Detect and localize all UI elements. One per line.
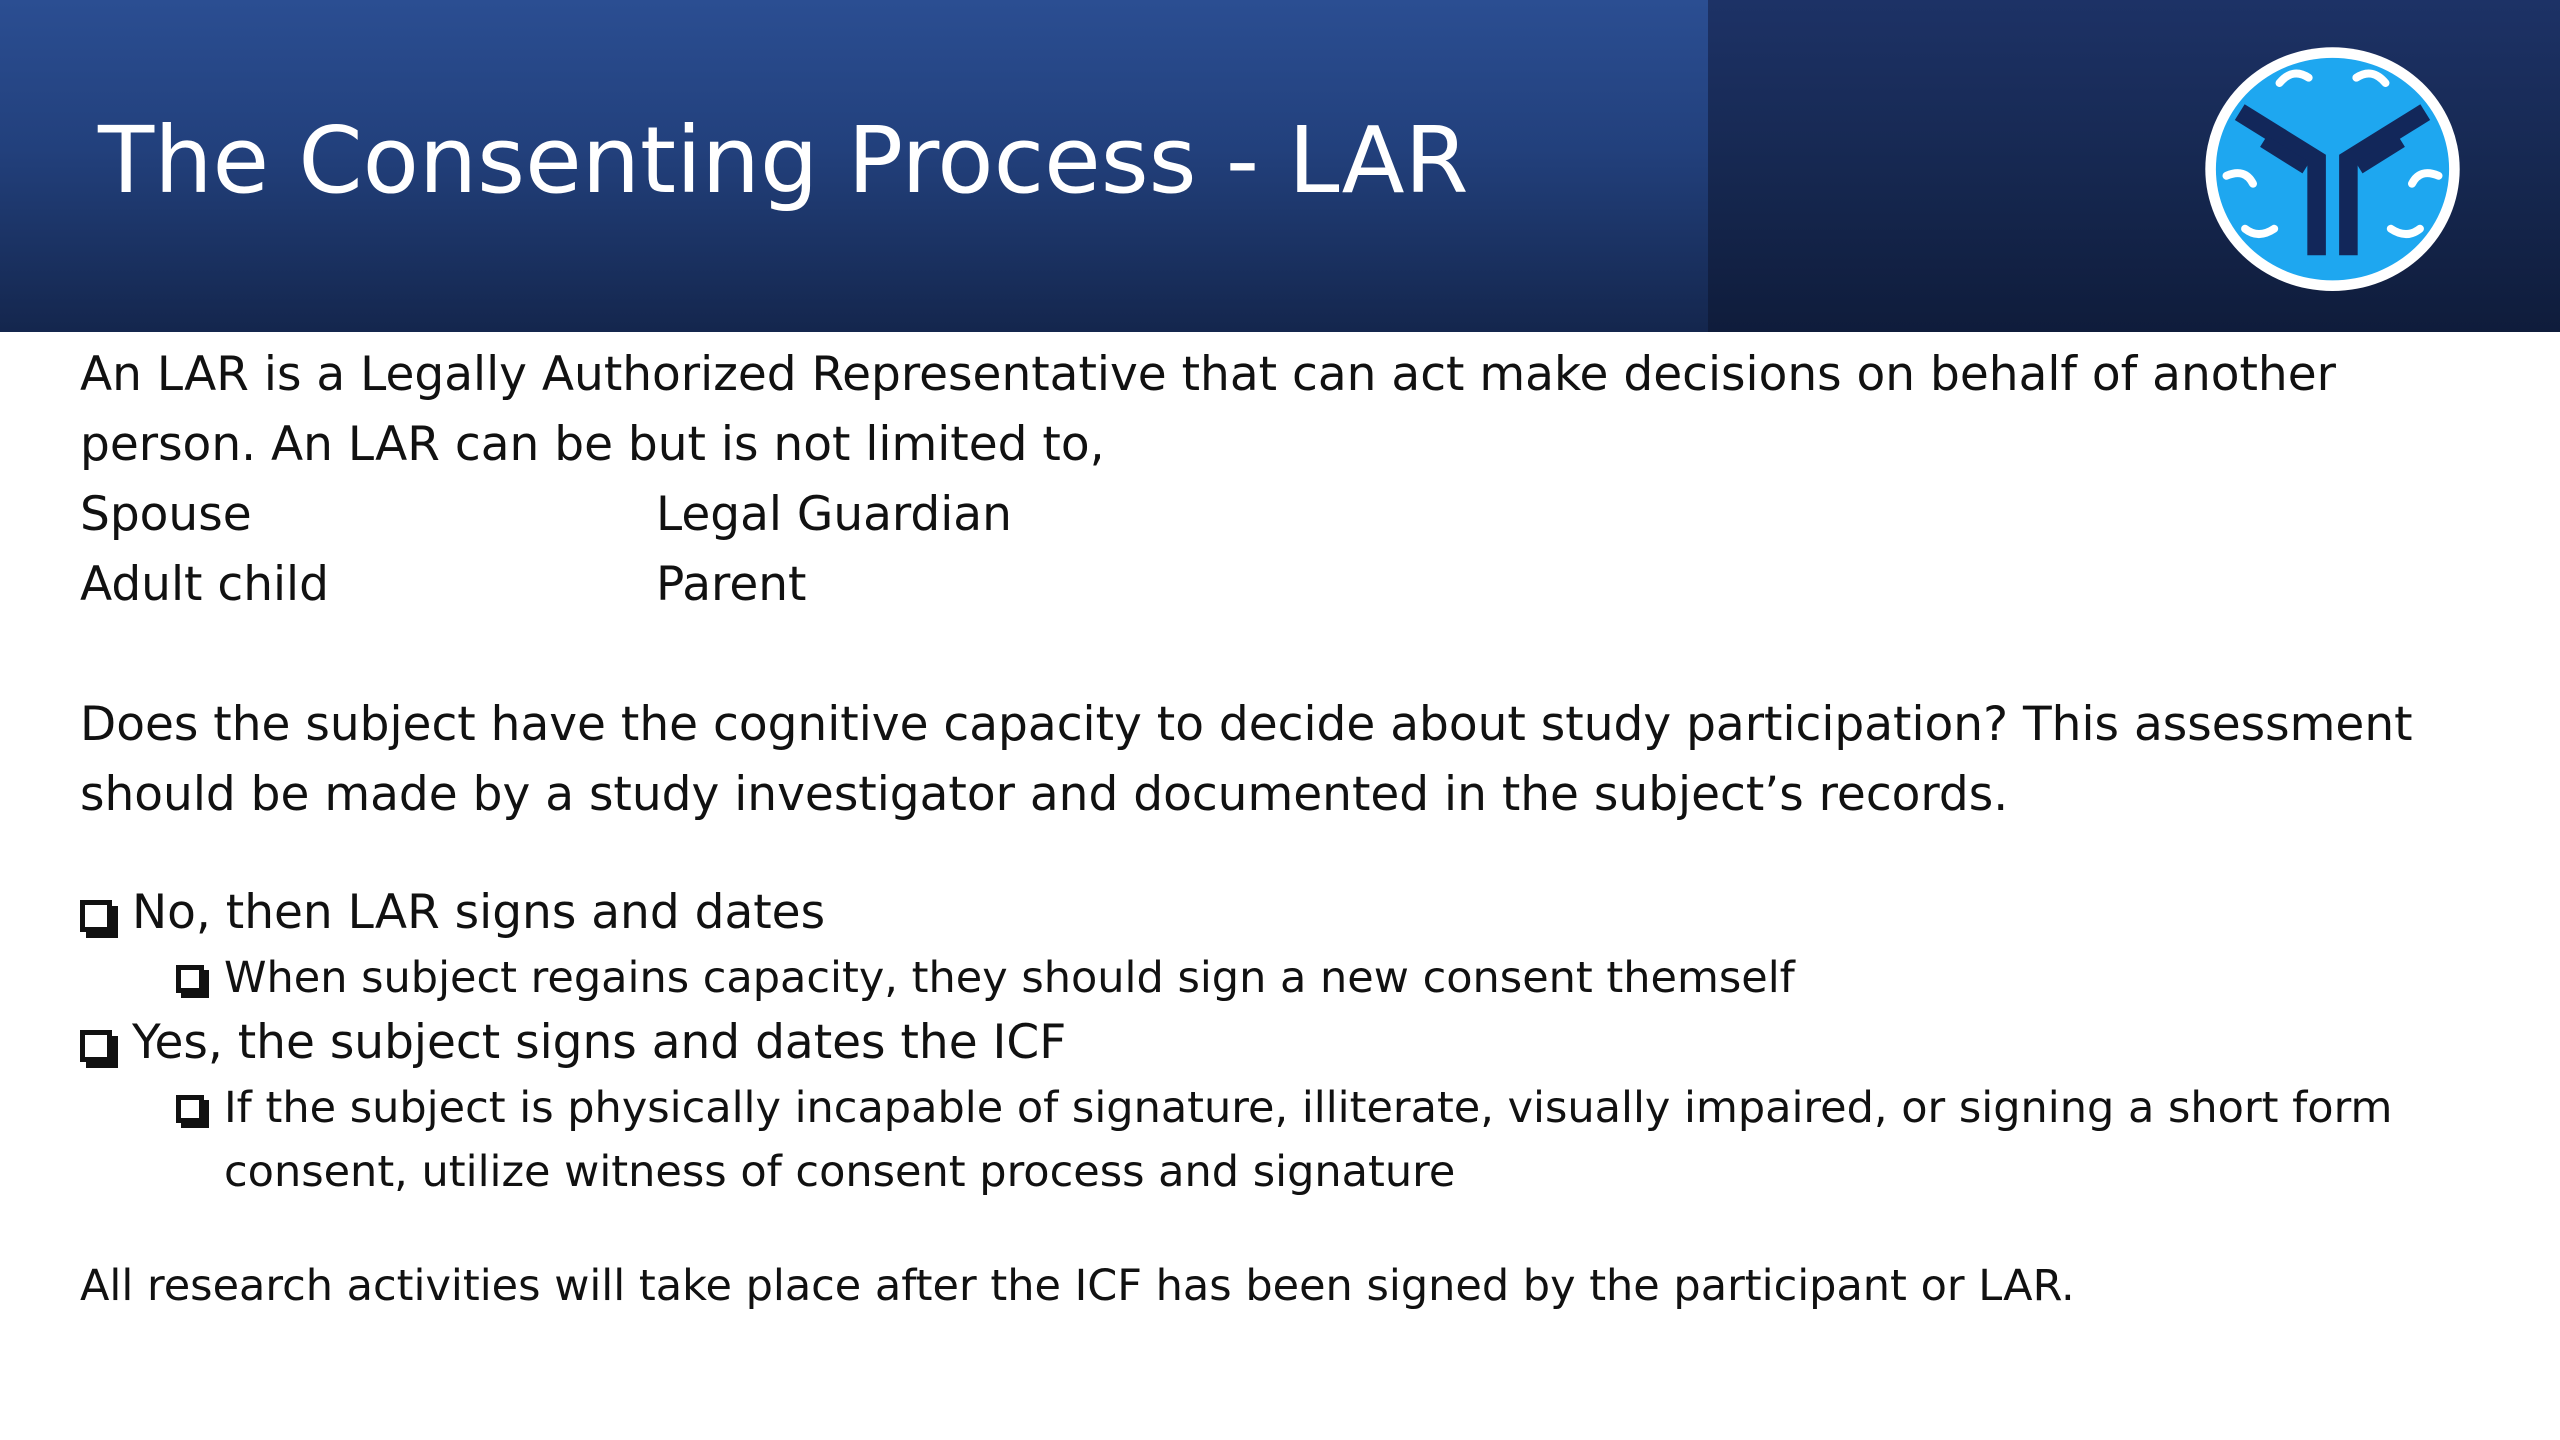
spacer <box>80 830 2500 880</box>
checkbox-icon <box>80 1030 112 1062</box>
lar-type-parent: Parent <box>656 557 807 612</box>
lar-type-legal-guardian: Legal Guardian <box>656 487 1012 542</box>
question-text-line-2: should be made by a study investigator and documented in the subject’s records. <box>80 767 2009 822</box>
checklist-item-no <box>80 880 2500 946</box>
closing-statement: All research activities will take place after the ICF has been signed by the participant or LAR. <box>80 1261 2075 1311</box>
intro-text-line-2: person. An LAR can be but is not limited to, <box>80 417 1105 472</box>
checklist-subitem-line-1: If the subject is physically incapable of signature, illiterate, visually impaired, or signing a short form <box>224 1083 2393 1133</box>
spacer <box>80 1204 2500 1254</box>
brain-logo-icon <box>2200 30 2465 295</box>
lar-type-spouse: Spouse <box>80 487 252 542</box>
checkbox-icon <box>176 1095 204 1123</box>
checkbox-icon <box>176 965 204 993</box>
checkbox-icon <box>80 900 112 932</box>
checklist-item-label: Yes, the subject signs and dates the ICF <box>132 1015 1067 1070</box>
lar-types-row <box>80 480 2500 550</box>
checklist-item-yes <box>80 1010 2500 1076</box>
slide-body <box>80 340 2500 1318</box>
question-text-line-1: Does the subject have the cognitive capacity to decide about study participation? This assessment <box>80 697 2413 752</box>
slide-title: The Consenting Process - LAR <box>98 107 1469 214</box>
checklist-subitem <box>80 1076 2500 1204</box>
checklist-subitem <box>80 946 2500 1010</box>
spacer <box>80 620 2500 690</box>
intro-text-line-1: An LAR is a Legally Authorized Representative that can act make decisions on behalf of another <box>80 347 2336 402</box>
lar-types-row <box>80 550 2500 620</box>
checklist-subitem-label: When subject regains capacity, they should sign a new consent themself <box>224 953 1795 1003</box>
checklist-subitem-text <box>224 1076 2392 1204</box>
checklist-item-label: No, then LAR signs and dates <box>132 885 826 940</box>
checklist-subitem-line-2: consent, utilize witness of consent process and signature <box>224 1147 1456 1197</box>
slide-header <box>0 0 2560 332</box>
lar-type-adult-child: Adult child <box>80 557 329 612</box>
